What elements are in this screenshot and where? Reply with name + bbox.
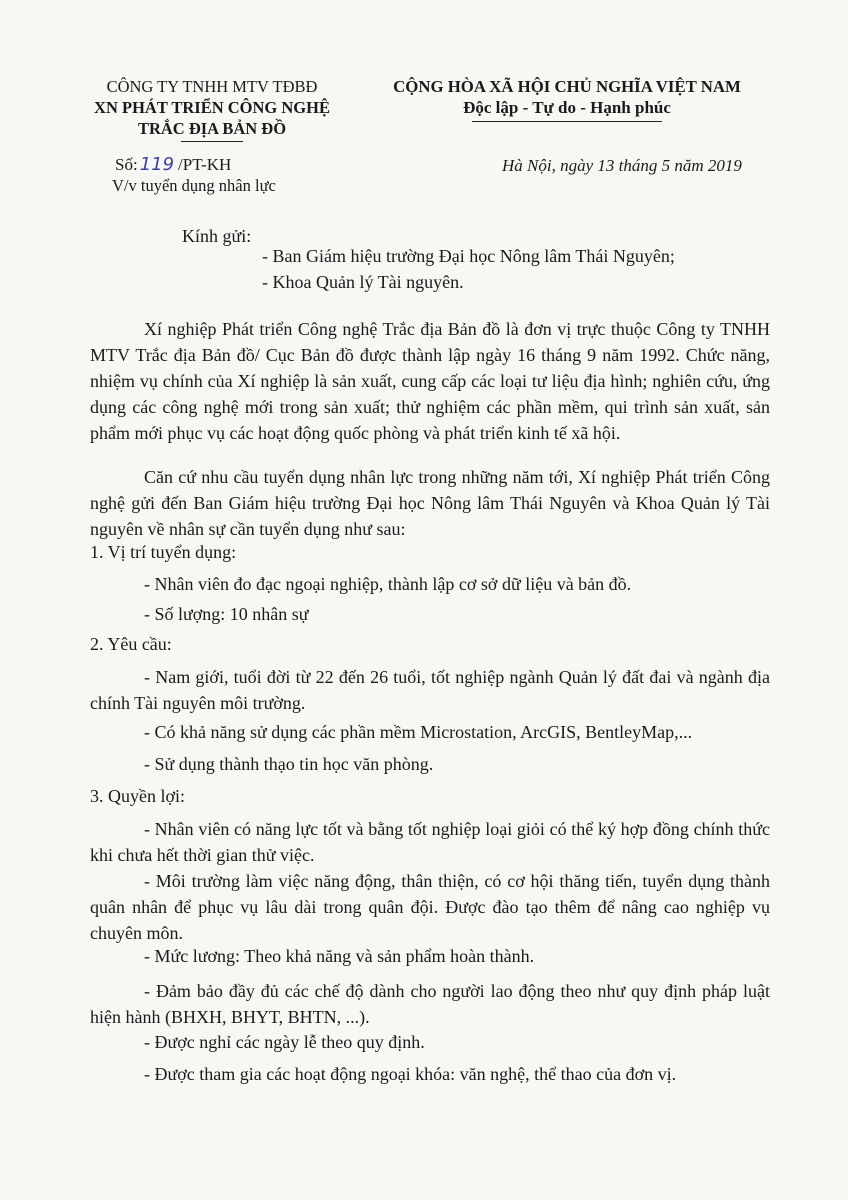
section-1-title: 1. Vị trí tuyển dụng: (90, 542, 237, 562)
company-underline (181, 141, 243, 142)
section-3-item (90, 816, 770, 868)
section-3-item: - Mức lương: Theo khả năng và sản phẩm hoàn thành. (144, 946, 535, 966)
document-subject: V/v tuyển dụng nhân lực (112, 176, 276, 195)
number-suffix: /PT-KH (178, 155, 232, 174)
intro-paragraph-2 (90, 464, 770, 542)
intro-paragraph-1-text: Xí nghiệp Phát triển Công nghệ Trắc địa Bản đồ là đơn vị trực thuộc Công ty TNHH MTV Trắc địa Bản đồ/ Cục Bản đồ được thành lập ngày 16 tháng 9 năm 1992. Chức năng, nhiệm vụ chính của Xí nghiệp là sản xuất, cung cấp các loại tư liệu địa hình; nghiên cứu, ứng dụng các công nghệ mới trong sản xuất; thử nghiệm các phần mềm, qui trình sản xuất, sản phẩm mới phục vụ các hoạt động quốc phòng và phát triển kinh tế xã hội. (90, 319, 770, 443)
nation-line-1: CỘNG HÒA XÃ HỘI CHỦ NGHĨA VIỆT NAM (393, 77, 741, 96)
section-3-item-text: - Đảm bảo đầy đủ các chế độ dành cho người lao động theo như quy định pháp luật hiện hành (BHXH, BHYT, BHTN, ...). (90, 981, 770, 1027)
recipient-item: - Khoa Quản lý Tài nguyên. (262, 272, 464, 292)
section-2-item: - Sử dụng thành thạo tin học văn phòng. (144, 754, 434, 774)
number-prefix: Số: (115, 155, 138, 174)
section-3-item-text: - Nhân viên có năng lực tốt và bằng tốt nghiệp loại giỏi có thể ký hợp đồng chính thức khi chưa hết thời gian thử việc. (90, 819, 770, 865)
company-line-2: XN PHÁT TRIỂN CÔNG NGHỆ (94, 98, 330, 117)
section-1-item: - Nhân viên đo đạc ngoại nghiệp, thành lập cơ sở dữ liệu và bản đồ. (144, 574, 632, 594)
section-3-item: - Được tham gia các hoạt động ngoại khóa: văn nghệ, thể thao của đơn vị. (144, 1064, 677, 1084)
place-date: Hà Nội, ngày 13 tháng 5 năm 2019 (502, 156, 742, 175)
section-1-item: - Số lượng: 10 nhân sự (144, 604, 309, 624)
handwritten-number: 119 (139, 154, 175, 175)
nation-motto: Độc lập - Tự do - Hạnh phúc (463, 98, 671, 117)
intro-paragraph-2-text: Căn cứ nhu cầu tuyển dụng nhân lực trong những năm tới, Xí nghiệp Phát triển Công nghệ gửi đến Ban Giám hiệu trường Đại học Nông lâm Thái Nguyên và Khoa Quản lý Tài nguyên về nhân sự cần tuyển dụng như sau: (90, 467, 770, 539)
company-line-3: TRẮC ĐỊA BẢN ĐỒ (137, 119, 287, 138)
document-number (115, 154, 231, 175)
company-line-1: CÔNG TY TNHH MTV TĐBĐ (106, 77, 318, 96)
nation-underline (472, 121, 662, 122)
section-3-item: - Được nghỉ các ngày lễ theo quy định. (144, 1032, 425, 1052)
section-3-item (90, 868, 770, 946)
recipient-item: - Ban Giám hiệu trường Đại học Nông lâm Thái Nguyên; (262, 246, 675, 266)
company-header (62, 76, 362, 142)
section-2-item-text: - Nam giới, tuổi đời từ 22 đến 26 tuổi, tốt nghiệp ngành Quản lý đất đai và ngành địa chính Tài nguyên môi trường. (90, 667, 770, 713)
section-3-item (90, 978, 770, 1030)
intro-paragraph-1 (90, 316, 770, 446)
section-3-item-text: - Môi trường làm việc năng động, thân thiện, có cơ hội thăng tiến, tuyển dụng thành quân nhân để phục vụ lâu dài trong quân đội. Được đào tạo thêm để nâng cao nghiệp vụ chuyên môn. (90, 871, 770, 943)
section-2-item (90, 664, 770, 716)
section-2-item: - Có khả năng sử dụng các phần mềm Microstation, ArcGIS, BentleyMap,... (144, 722, 693, 742)
recipients-label: Kính gửi: (182, 226, 252, 246)
national-header (362, 76, 772, 122)
section-3-title: 3. Quyền lợi: (90, 786, 186, 806)
section-2-title: 2. Yêu cầu: (90, 634, 172, 654)
